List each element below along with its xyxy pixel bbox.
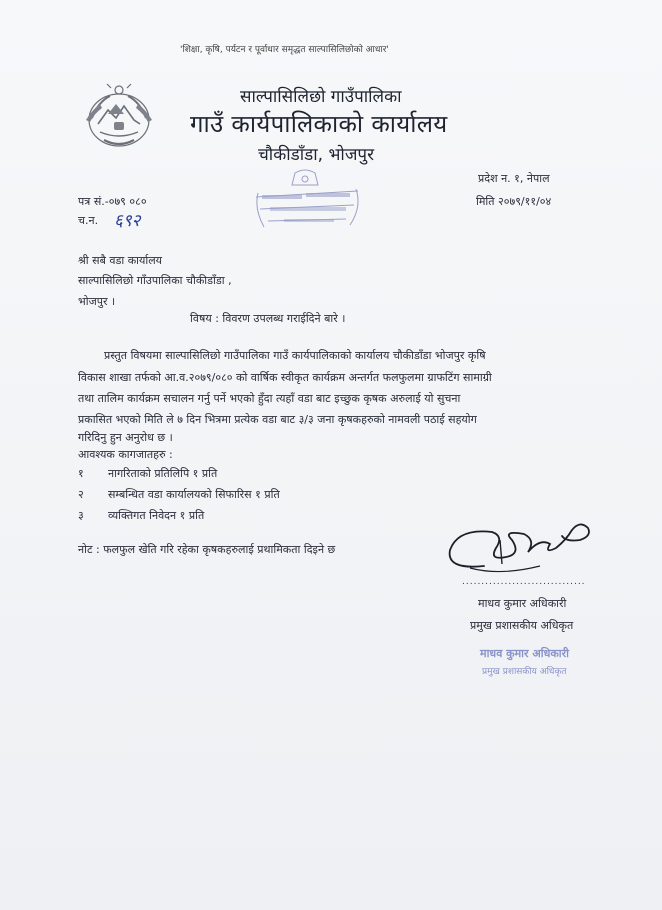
municipality-name: साल्पासिलिछो गाउँपालिका (240, 87, 402, 107)
recipient-line-3: भोजपुर । (78, 295, 116, 308)
note-text: नोट : फलफुल खेति गरि रहेका कृषकहरुलाई प्रथामिकता दिइने छ (78, 543, 336, 556)
letter-date: मिति २०७९/११/०४ (476, 195, 552, 208)
body-line-3: तथा तालिम कार्यक्रम सचालन गर्नु पर्ने भएको हुँदा त्यहाँ वडा बाट इच्छुक कृषक अरुलाई यो सुचना (78, 392, 461, 405)
subject-line: विषय : विवरण उपलब्ध गराईदिने बारे । (190, 312, 346, 325)
requirement-number: १ (78, 467, 84, 480)
government-emblem-icon (78, 80, 160, 154)
requirement-text: व्यक्तिगत निवेदन १ प्रति (108, 509, 205, 522)
body-line-5: गरिदिनु हुन अनुरोध छ । (78, 431, 173, 444)
requirement-number: ३ (78, 509, 84, 522)
recipient-line-1: श्री सबै वडा कार्यालय (78, 254, 163, 267)
province-text: प्रदेश न. १, नेपाल (478, 172, 550, 185)
motto-text: 'शिक्षा, कृषि, पर्यटन र पूर्वाधार समृद्धत साल्पासिलिछोको आधार' (180, 45, 389, 55)
requirement-number: २ (78, 488, 84, 501)
signatory-title: प्रमुख प्रशासकीय अधिकृत (470, 619, 574, 632)
seal-name: माधव कुमार अधिकारी (480, 647, 570, 660)
office-title: गाउँ कार्यपालिकाको कार्यालय (190, 110, 448, 138)
requirement-item (78, 466, 217, 481)
seal-title: प्रमुख प्रशासकीय अधिकृत (482, 667, 567, 677)
requirement-item (78, 487, 280, 502)
signature-line: ................................ (462, 577, 586, 587)
signatory-name: माधव कुमार अधिकारी (478, 597, 567, 610)
requirements-title: आवश्यक कागजातहरु : (78, 448, 173, 461)
requirement-text: नागरिताको प्रतिलिपि १ प्रति (108, 467, 218, 480)
dispatch-number: ६९२ (114, 211, 141, 231)
recipient-line-2: साल्पासिलिछो गाँउपालिका चौकीडाँडा , (78, 274, 232, 287)
requirement-text: सम्बन्धित वडा कार्यालयको सिफारिस १ प्रति (108, 488, 280, 501)
body-line-4: प्रकासित भएको मिति ले ७ दिन भित्रमा प्रत्येक वडा बाट ३/३ जना कृषकहरुको नामवली पठाई सहयोग (78, 413, 477, 426)
office-stamp-icon (250, 165, 365, 235)
body-line-2: विकास शाखा तर्फको आ.व.२०७९/०८० को वार्षिक स्वीकृत कार्यक्रम अन्तर्गत फलफुलमा ग्राफटिंग सामाग्री (78, 371, 492, 384)
office-location: चौकीडाँडा, भोजपुर (258, 145, 375, 165)
body-line-1: प्रस्तुत विषयमा साल्पासिलिछो गाउँपालिका गाउँ कार्यपालिकाको कार्यालय चौकीडाँडा भोजपुर कृषि (104, 349, 486, 362)
requirement-item (78, 508, 204, 523)
reference-number: पत्र सं.-०७९ ०८० (78, 195, 147, 208)
dispatch-label: च.न. (78, 214, 99, 227)
